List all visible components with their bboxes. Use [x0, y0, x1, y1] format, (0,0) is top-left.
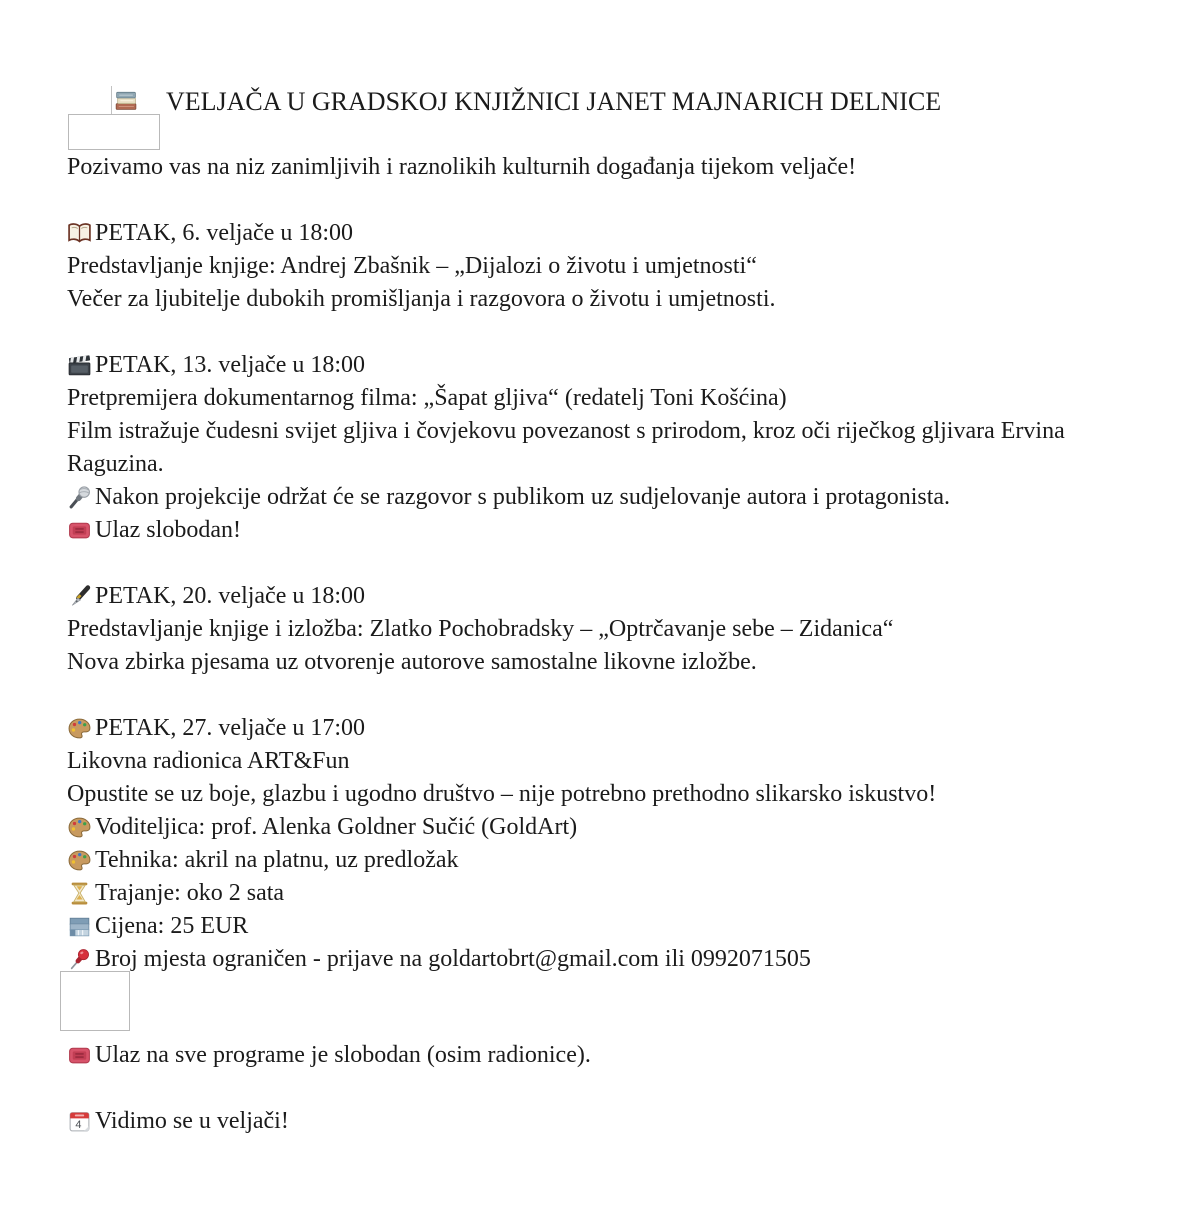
- placeholder-gap: [67, 976, 1172, 1039]
- event-date-text: PETAK, 27. veljače u 17:00: [95, 715, 366, 741]
- page-title: VELJAČA U GRADSKOJ KNJIŽNICI JANET MAJNARICH DELNICE: [166, 87, 942, 116]
- footer-closing-line: 4 Vidimo se u veljači!: [67, 1105, 1172, 1138]
- workshop-technique-line: Tehnika: akril na platnu, uz predložak: [67, 844, 1172, 877]
- clapper-icon: [67, 353, 92, 378]
- books-stack-icon: [113, 87, 138, 112]
- fountain-pen-icon: [67, 584, 92, 609]
- event-detail-line: Ulaz slobodan!: [67, 514, 1172, 547]
- workshop-leader-line: Voditeljica: prof. Alenka Goldner Sučić (GoldArt): [67, 811, 1172, 844]
- blank-line: [67, 547, 1172, 580]
- workshop-duration-line: Trajanje: oko 2 sata: [67, 877, 1172, 910]
- pushpin-icon: [67, 947, 92, 972]
- ticket-icon: [67, 518, 92, 543]
- footer-admission-line: Ulaz na sve programe je slobodan (osim radionice).: [67, 1039, 1172, 1072]
- event-date-line: [67, 712, 1172, 745]
- document-content: [67, 85, 1172, 1138]
- intro-text: Pozivamo vas na niz zanimljivih i raznolikih kulturnih događanja tijekom veljače!: [67, 154, 857, 180]
- event-detail-line: Nakon projekcije održat će se razgovor s publikom uz sudjelovanje autora i protagonista.: [67, 481, 1172, 514]
- open-book-icon: [67, 221, 92, 246]
- intro-line: [67, 151, 1172, 184]
- event-detail-line: Pretpremijera dokumentarnog filma: „Šapat gljiva“ (redatelj Toni Košćina): [67, 385, 787, 411]
- event-date-line: [67, 349, 1172, 382]
- workshop-registration-line: Broj mjesta ograničen - prijave na goldartobrt@gmail.com ili 0992071505: [67, 943, 1172, 976]
- palette-icon: [67, 716, 92, 741]
- palette-icon: [67, 815, 92, 840]
- palette-icon: [67, 848, 92, 873]
- event-date-text: PETAK, 13. veljače u 18:00: [95, 352, 366, 378]
- event-detail-line: Opustite se uz boje, glazbu i ugodno društvo – nije potrebno prethodno slikarsko iskustvo!: [67, 781, 937, 807]
- ticket-icon: [67, 1043, 92, 1068]
- blank-line: [67, 316, 1172, 349]
- event-date-text: PETAK, 6. veljače u 18:00: [95, 220, 354, 246]
- blank-line: [67, 118, 1172, 151]
- event-detail-line: Večer za ljubitelje dubokih promišljanja i razgovora o životu i umjetnosti.: [67, 286, 776, 312]
- calendar-day-number: 4: [75, 1118, 82, 1131]
- euro-banknote-icon: [67, 914, 92, 939]
- event-detail-line: Predstavljanje knjige i izložba: Zlatko Pochobradsky – „Optrčavanje sebe – Zidanica“: [67, 616, 894, 642]
- document-title-row: [67, 85, 1172, 118]
- event-detail-line: Nova zbirka pjesama uz otvorenje autorove samostalne likovne izložbe.: [67, 649, 757, 675]
- microphone-icon: [67, 485, 92, 510]
- event-detail-line: Film istražuje čudesni svijet gljiva i čovjekovu povezanost s prirodom, kroz oči riječkog gljivara Ervina Raguzina.: [67, 418, 1065, 477]
- event-detail-line: Predstavljanje knjige: Andrej Zbašnik – „Dijalozi o životu i umjetnosti“: [67, 253, 757, 279]
- calendar-icon: [67, 1109, 92, 1134]
- event-date-line: [67, 580, 1172, 613]
- blank-line: [67, 679, 1172, 712]
- event-date-text: PETAK, 20. veljače u 18:00: [95, 583, 366, 609]
- blank-line: [67, 1072, 1172, 1105]
- event-date-line: [67, 217, 1172, 250]
- event-detail-line: Likovna radionica ART&Fun: [67, 748, 350, 774]
- blank-line: [67, 184, 1172, 217]
- workshop-price-line: Cijena: 25 EUR: [67, 910, 1172, 943]
- hourglass-icon: [67, 881, 92, 906]
